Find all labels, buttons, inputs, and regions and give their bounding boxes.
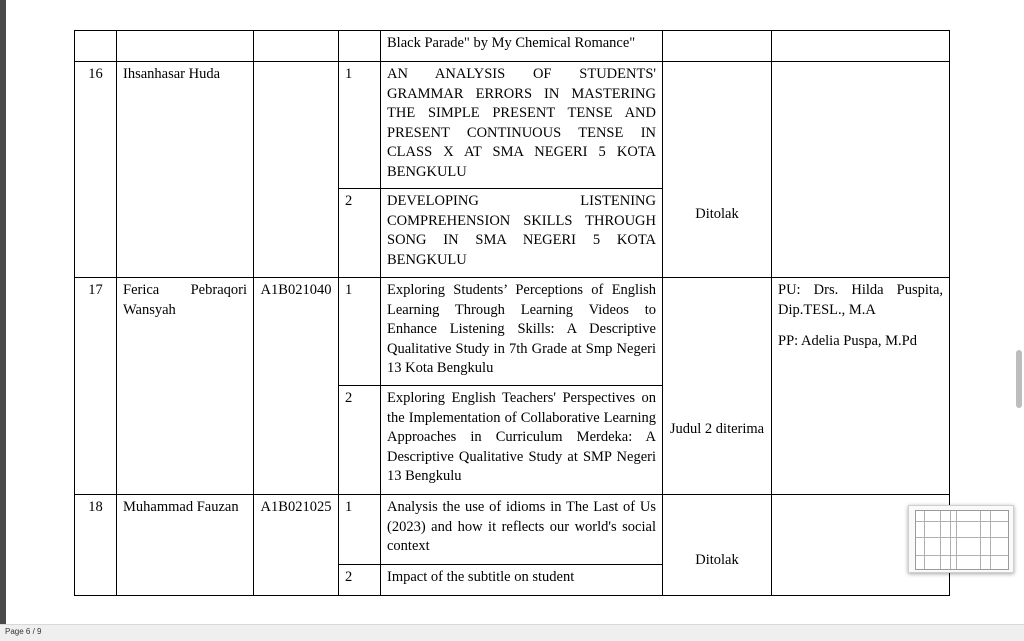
- student-id: A1B021040: [254, 278, 339, 495]
- thesis-title: Analysis the use of idioms in The Last of Us (2023) and how it reflects our world's social context: [381, 495, 663, 565]
- student-name: Ihsanhasar Huda: [117, 62, 254, 278]
- status-bar: [0, 624, 1024, 641]
- title-index: [339, 31, 381, 62]
- thesis-title: Black Parade" by My Chemical Romance": [381, 31, 663, 62]
- supervisor-cell: [772, 278, 950, 495]
- title-index: 2: [339, 189, 381, 278]
- document-viewport[interactable]: [6, 0, 1024, 624]
- status-cell: Judul 2 diterima: [663, 278, 772, 495]
- supervisor-cell: [772, 62, 950, 278]
- table-row: [75, 62, 950, 189]
- student-id: [254, 31, 339, 62]
- title-index: 1: [339, 495, 381, 565]
- status-cell: Ditolak: [663, 495, 772, 596]
- title-index: 2: [339, 565, 381, 596]
- title-index: 2: [339, 386, 381, 495]
- thesis-title: Impact of the subtitle on student: [381, 565, 663, 596]
- student-name: Muhammad Fauzan: [117, 495, 254, 596]
- thesis-title: Exploring Students’ Perceptions of English Learning Through Learning Videos to Enhance Listening Skills: A Descriptive Qualitative Study in 7th Grade at Smp Negeri 13 Kota Bengkulu: [381, 278, 663, 386]
- proposal-table: [74, 30, 950, 596]
- status-cell: Ditolak: [663, 62, 772, 278]
- thesis-title: AN ANALYSIS OF STUDENTS' GRAMMAR ERRORS IN MASTERING THE SIMPLE PRESENT TENSE AND PRESENT CONTINUOUS TENSE IN CLASS X AT SMA NEGERI 5 KOTA BENGKULU: [381, 62, 663, 189]
- row-number: 17: [75, 278, 117, 495]
- student-name: Ferica Pebraqori Wansyah: [117, 278, 254, 495]
- row-number: 16: [75, 62, 117, 278]
- table-row: [75, 278, 950, 386]
- page-indicator: Page 6 / 9: [5, 627, 42, 636]
- student-id: A1B021025: [254, 495, 339, 596]
- student-id: [254, 62, 339, 278]
- student-name: [117, 31, 254, 62]
- thesis-title: DEVELOPING LISTENING COMPREHENSION SKILLS THROUGH SONG IN SMA NEGERI 5 KOTA BENGKULU: [381, 189, 663, 278]
- row-number: 18: [75, 495, 117, 596]
- co-supervisor: PP: Adelia Puspa, M.Pd: [778, 333, 917, 349]
- vertical-scrollbar[interactable]: [1016, 350, 1022, 408]
- thumbnail-page: [915, 510, 1009, 570]
- supervisor-cell: [772, 31, 950, 62]
- main-supervisor: PU: Drs. Hilda Puspita, Dip.TESL., M.A: [778, 282, 943, 318]
- title-index: 1: [339, 62, 381, 189]
- table-row: [75, 495, 950, 565]
- row-number: [75, 31, 117, 62]
- page-thumbnail-preview[interactable]: [908, 505, 1014, 573]
- title-index: 1: [339, 278, 381, 386]
- thesis-title: Exploring English Teachers' Perspectives on the Implementation of Collaborative Learning Approaches in Curriculum Merdeka: A Descriptive Qualitative Study at SMP Negeri 13 Bengkulu: [381, 386, 663, 495]
- table-row: [75, 31, 950, 62]
- status-cell: [663, 31, 772, 62]
